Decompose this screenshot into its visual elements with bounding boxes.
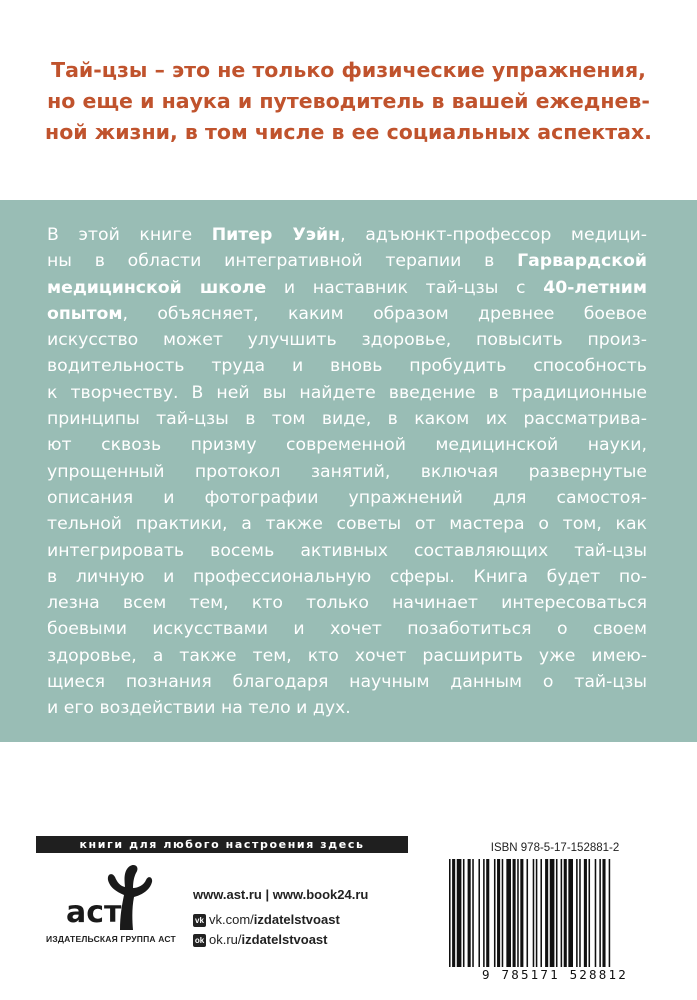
body-text-segment: ны в области интегративной терапии в xyxy=(47,251,518,272)
bold-phrase: Гарвардской xyxy=(517,251,647,272)
body-line: описания и фотографии упражнений для самостоя- xyxy=(47,487,647,508)
bold-phrase: 40-летним xyxy=(543,277,647,298)
body-line xyxy=(47,248,647,274)
ok-link[interactable] xyxy=(193,932,328,947)
body-line: здоровье, а также тем, кто хочет расширить уже имею- xyxy=(47,645,647,666)
body-line: щиеся познания благодаря научным данным о тай-цзы xyxy=(47,672,647,693)
barcode-digits: 9 785171 528812 xyxy=(443,967,667,982)
body-line: лезна всем тем, кто только начинает интересоваться xyxy=(47,593,647,614)
headline xyxy=(0,55,697,148)
bold-phrase: медицинской школе xyxy=(47,277,267,298)
body-text-segment: , адъюнкт-профессор медици- xyxy=(340,225,648,245)
headline-line-1: Тай-цзы – это не только физические упражнения, xyxy=(51,58,646,82)
isbn-text: ISBN 978-5-17-152881-2 xyxy=(490,842,620,854)
author-name: Питер Уэйн xyxy=(211,225,341,245)
body-text-segment: и наставник тай-цзы с xyxy=(266,277,544,298)
vk-link[interactable] xyxy=(193,912,340,927)
vk-icon: vk xyxy=(193,914,206,927)
ok-prefix: ok.ru/ xyxy=(209,932,242,947)
body-text-segment: , объясняет, каким образом древнее боевое xyxy=(122,303,647,324)
logo-letters: аст xyxy=(66,895,122,930)
body-line: боевыми искусствами и хочет позаботиться о своем xyxy=(47,619,647,640)
bold-phrase: опытом xyxy=(47,303,123,324)
barcode xyxy=(443,859,667,983)
body-line: интегрировать восемь активных составляющих тай-цзы xyxy=(47,540,647,561)
publisher-name: ИЗДАТЕЛЬСКАЯ ГРУППА АСТ xyxy=(46,934,176,944)
vk-handle: izdatelstvoast xyxy=(253,912,340,927)
headline-line-3: ной жизни, в том числе в ее социальных аспектах. xyxy=(45,120,652,144)
tagline-banner: книги для любого настроения здесь xyxy=(36,836,408,853)
body-text-segment: В этой книге xyxy=(47,225,212,245)
body-line xyxy=(47,301,647,327)
body-line: искусство может улучшить здоровье, повысить произ- xyxy=(47,330,647,351)
body-line xyxy=(47,275,647,301)
headline-line-2: но еще и наука и путеводитель в вашей ежеднев- xyxy=(47,89,650,113)
website-links[interactable]: www.ast.ru | www.book24.ru xyxy=(193,887,369,902)
body-line: и его воздействии на тело и дух. xyxy=(47,698,351,719)
body-line: упрощенный протокол занятий, включая развернутые xyxy=(47,461,647,482)
vk-prefix: vk.com/ xyxy=(209,912,254,927)
body-line: водительность труда и вновь пробудить способность xyxy=(47,356,647,377)
body-line: в личную и профессиональную сферы. Книга будет по- xyxy=(47,566,647,587)
ok-icon: ok xyxy=(194,936,205,946)
ast-logo xyxy=(62,860,154,932)
body-line xyxy=(47,222,647,248)
body-line: принципы тай-цзы в том виде, в каком их рассматрива- xyxy=(47,409,647,430)
ok-handle: izdatelstvoast xyxy=(241,932,328,947)
description-text xyxy=(47,222,647,722)
body-line: к творчеству. В ней вы найдете введение в традиционные xyxy=(47,382,647,403)
body-line: тельной практики, а также советы от мастера о том, как xyxy=(47,514,647,535)
body-line: ют сквозь призму современной медицинской науки, xyxy=(47,435,647,456)
